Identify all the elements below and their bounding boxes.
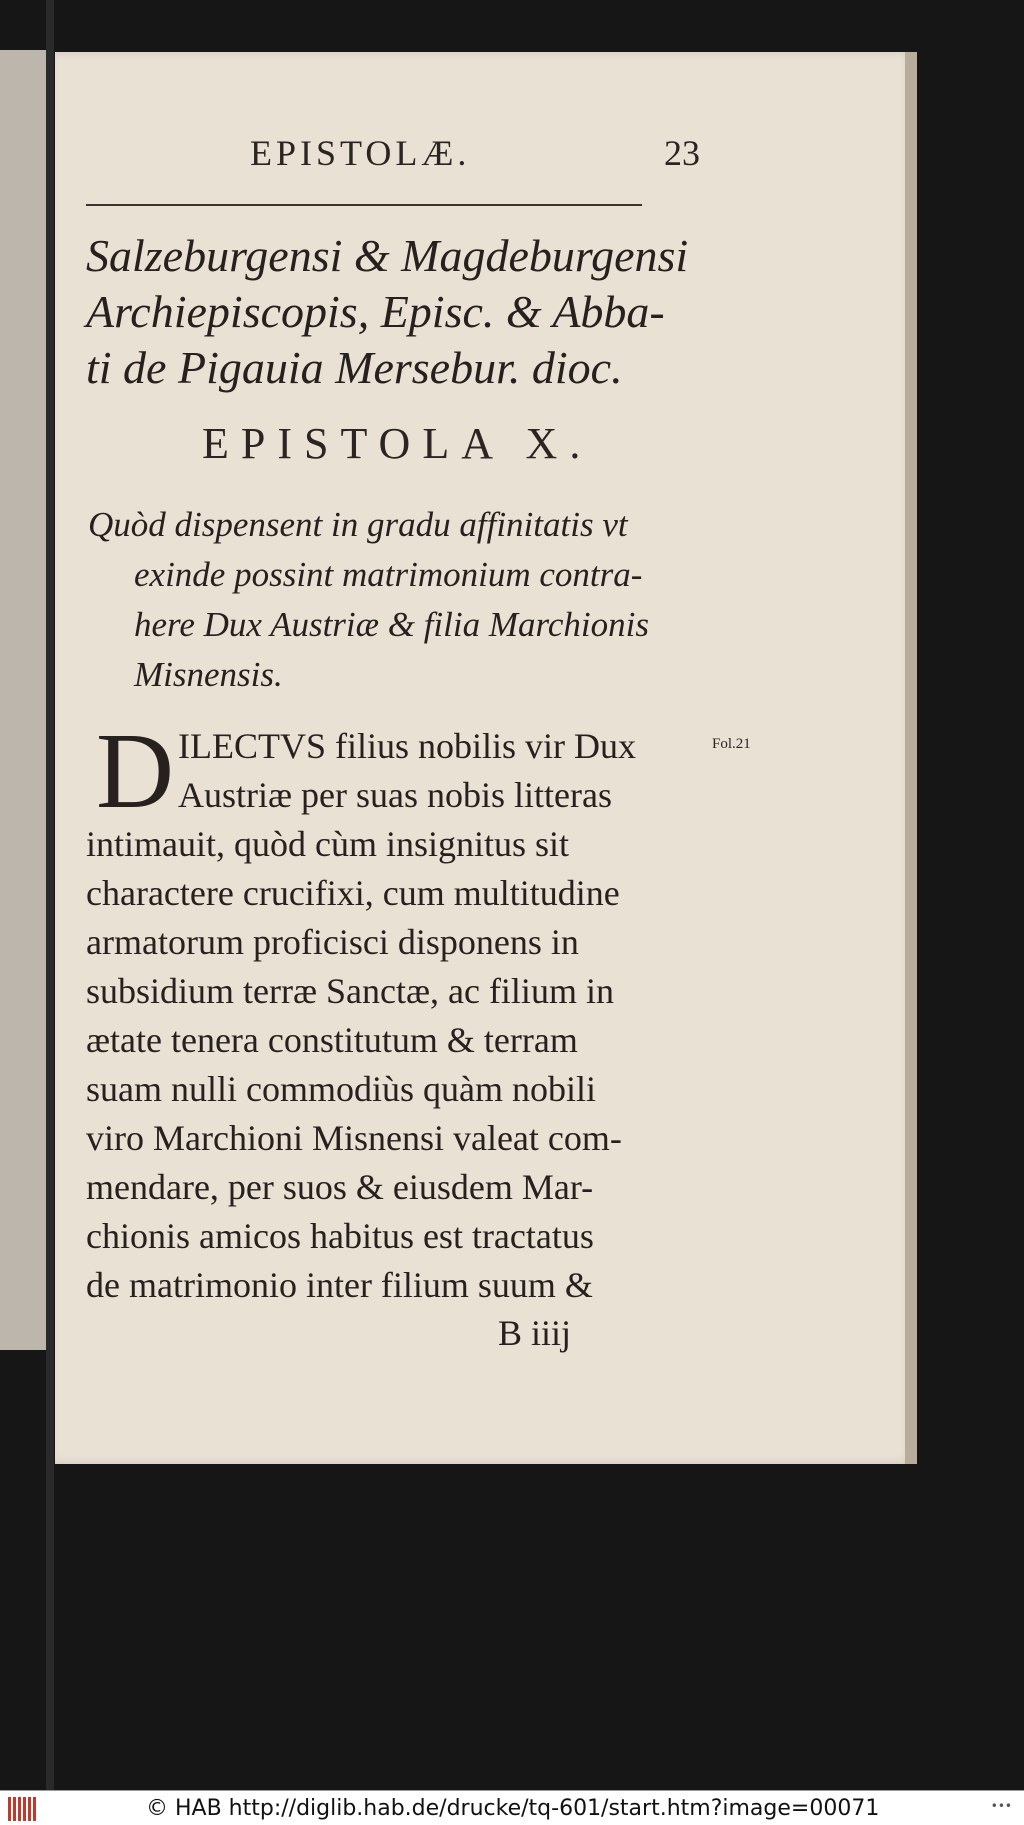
- body-line: Austriæ per suas nobis litteras: [178, 775, 612, 815]
- summary-line: exinde possint matrimonium contra-: [134, 555, 643, 594]
- body-line: chionis amicos habitus est tractatus: [86, 1216, 594, 1256]
- header-rule: [86, 204, 642, 206]
- body-line: subsidium terræ Sanctæ, ac filium in: [86, 971, 614, 1011]
- title-line: ti de Pigauia Mersebur. dioc.: [86, 342, 623, 393]
- page-number: 23: [664, 133, 700, 173]
- body-line: ILECTVS filius nobilis vir Dux: [178, 726, 636, 766]
- summary-line: Misnensis.: [134, 655, 283, 694]
- letter-body: [86, 712, 716, 1310]
- running-head: EPISTOLÆ.: [250, 133, 471, 173]
- body-line: intimauit, quòd cùm insignitus sit: [86, 824, 570, 864]
- footer-url-text[interactable]: © HAB http://diglib.hab.de/drucke/tq-601/start.htm?image=00071: [146, 1796, 880, 1821]
- book-gutter: [46, 0, 54, 1790]
- title-line: Archiepiscopis, Episc. & Abba-: [86, 286, 665, 337]
- body-line: armatorum proficisci disponens in: [86, 922, 579, 962]
- drop-cap-initial: D: [96, 712, 174, 831]
- viewer-footer: [0, 1790, 1024, 1825]
- title-line: Salzeburgensi & Magdeburgensi: [86, 230, 689, 281]
- body-line: mendare, per suos & eiusdem Mar-: [86, 1167, 594, 1207]
- more-options-icon[interactable]: •••: [990, 1799, 1012, 1813]
- summary-line: Quòd dispensent in gradu affinitatis vt: [88, 505, 628, 544]
- hab-logo-icon: [8, 1797, 42, 1821]
- body-line: suam nulli commodiùs quàm nobili: [86, 1069, 596, 1109]
- body-line: de matrimonio inter filium suum &: [86, 1265, 593, 1305]
- body-line: charactere crucifixi, cum multitudine: [86, 873, 620, 913]
- page-edge-shadow: [905, 52, 917, 1464]
- letter-address-title: [86, 228, 726, 396]
- epistola-heading: EPISTOLA X.: [202, 419, 593, 468]
- summary-line: here Dux Austriæ & filia Marchionis: [134, 605, 649, 644]
- letter-summary: [88, 500, 718, 700]
- body-line: ætate tenera constitutum & terram: [86, 1020, 578, 1060]
- signature-mark: B iiij: [498, 1313, 572, 1353]
- previous-page-edge: [0, 50, 52, 1350]
- marginal-folio-note: Fol.21: [712, 736, 751, 752]
- body-line: viro Marchioni Misnensi valeat com-: [86, 1118, 622, 1158]
